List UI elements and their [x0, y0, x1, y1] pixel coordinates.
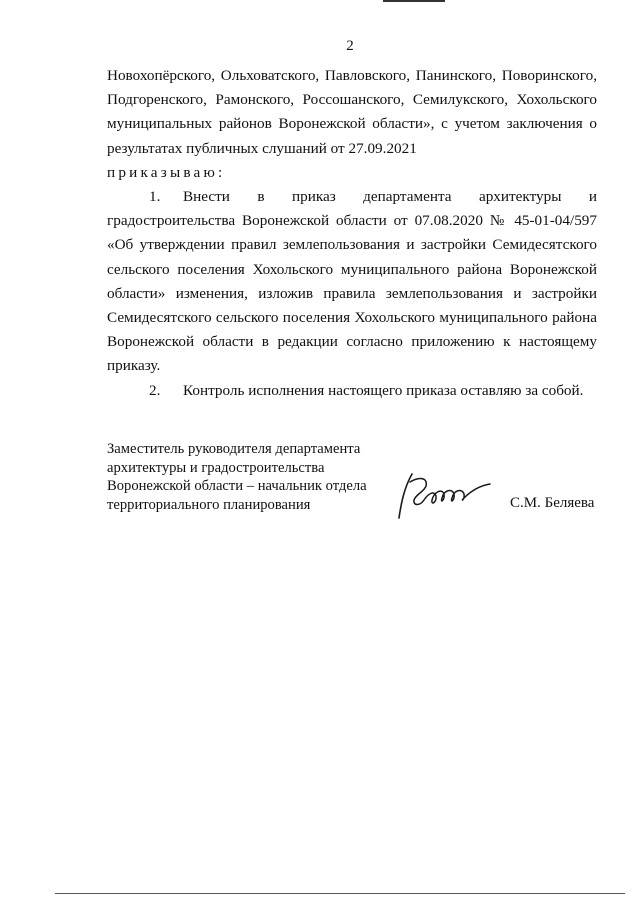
item-1-text-line: области» изменения, изложив правила землепользования и застройки — [107, 284, 597, 302]
bottom-rule — [55, 893, 625, 894]
item-1-text-line: «Об утверждении правил землепользования и застройки Семидесятского — [107, 236, 597, 254]
handwritten-signature — [398, 470, 498, 522]
top-edge-mark — [383, 0, 445, 2]
item-1-text-line: Воронежской области в редакции согласно приложению к настоящему — [107, 333, 597, 351]
item-1-text-line: градостроительства Воронежской области от 07.08.2020 № 45-01-04/597 — [107, 212, 597, 230]
page-number: 2 — [346, 38, 354, 54]
item-1-text-line: приказу. — [107, 357, 161, 375]
item-2-number: 2. — [149, 381, 161, 399]
item-1-text-line: сельского поселения Хохольского муниципального района Воронежской — [107, 260, 597, 278]
intro-line: результатах публичных слушаний от 27.09.2021 — [107, 139, 417, 157]
position-line: Заместитель руководителя департамента — [107, 441, 361, 457]
item-1-text-line: Внести в приказ департамента архитектуры и — [183, 188, 597, 206]
item-1-text-line: Семидесятского сельского поселения Хохольского муниципального района — [107, 309, 597, 327]
signer-name: С.М. Беляева — [510, 495, 595, 511]
item-2 — [107, 379, 597, 403]
item-2-text-line: Контроль исполнения настоящего приказа оставляю за собой. — [183, 381, 584, 399]
intro-line: Подгоренского, Рамонского, Россошанского, Семилукского, Хохольского — [107, 91, 597, 109]
item-1 — [107, 185, 597, 379]
intro-line: Новохопёрского, Ольховатского, Павловского, Панинского, Поворинского, — [107, 67, 597, 84]
item-1-first-line — [107, 185, 597, 209]
position-line: архитектуры и градостроительства — [107, 459, 325, 476]
position-line: территориального планирования — [107, 496, 311, 513]
document-body — [107, 64, 597, 403]
item-2-line — [107, 379, 597, 403]
order-word: приказываю: — [107, 163, 226, 181]
intro-paragraph — [107, 64, 597, 161]
position-line: Воронежской области – начальник отдела — [107, 478, 367, 495]
item-1-number: 1. — [149, 188, 161, 206]
signatory-position — [107, 440, 367, 514]
intro-line: муниципальных районов Воронежской области», с учетом заключения о — [107, 115, 597, 133]
